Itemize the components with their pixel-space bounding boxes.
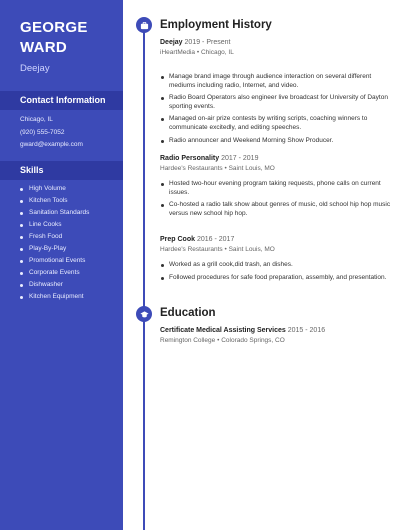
first-name: GEORGE [20, 19, 88, 36]
education-entry [160, 326, 392, 346]
job-company: Hardee's Restaurants [160, 246, 223, 253]
job-bullet: Worked as a grill cook,did trash, an dishes. [160, 261, 392, 270]
employment-heading: Employment History [160, 19, 272, 31]
last-name: WARD [20, 39, 68, 56]
contact-info [20, 114, 83, 152]
skill-item: Corporate Events [20, 267, 89, 279]
person-name [20, 18, 88, 58]
job-bullet: Followed procedures for safe food preparation, assembly, and presentation. [160, 274, 392, 283]
job-role: Deejay [160, 39, 183, 46]
job-entry [160, 38, 392, 149]
job-bullet: Co-hosted a radio talk show about genres of music, old school hip hop music versus new school hip hop. [160, 201, 392, 218]
skill-item: Kitchen Equipment [20, 291, 89, 303]
job-dates: 2019 - Present [184, 39, 231, 46]
job-title: Deejay [20, 63, 50, 74]
job-entry [160, 235, 392, 286]
skill-item: High Volume [20, 183, 89, 195]
contact-phone: (920) 555-7052 [20, 128, 65, 136]
job-bullet: Manage brand image through audience interaction on several different mediums including radio, Internet, and video. [160, 73, 392, 90]
job-bullet: Radio Board Operators also engineer live broadcast for University of Dayton sporting events. [160, 94, 392, 111]
skill-item: Sanitation Standards [20, 207, 89, 219]
contact-city: Chicago, IL [20, 116, 53, 123]
job-bullets [160, 261, 392, 282]
job-location: Chicago, IL [200, 49, 234, 56]
degree: Certificate Medical Assisting Services [160, 327, 286, 334]
job-bullets [160, 180, 392, 218]
job-role: Radio Personality [160, 155, 220, 162]
contact-email: gward@example.com [20, 141, 83, 148]
sidebar [0, 0, 123, 530]
skills-heading: Skills [0, 161, 123, 180]
skill-item: Dishwasher [20, 279, 89, 291]
job-location: Saint Louis, MO [228, 246, 275, 253]
education-heading: Education [160, 307, 216, 319]
job-dates: 2016 - 2017 [196, 236, 235, 243]
job-company: Hardee's Restaurants [160, 165, 223, 172]
school-location: Colorado Springs, CO [221, 337, 285, 344]
job-role: Prep Cook [160, 236, 196, 243]
skill-item: Promotional Events [20, 255, 89, 267]
job-bullet: Hosted two-hour evening program taking requests, phone calls on current issues. [160, 180, 392, 197]
job-bullets [160, 73, 392, 145]
separator: • [224, 165, 227, 172]
briefcase-icon [136, 17, 152, 33]
graduation-cap-icon [136, 306, 152, 322]
skill-item: Play-By-Play [20, 243, 89, 255]
skills-list [20, 183, 89, 303]
job-bullet: Managed on-air prize contests by writing scripts, coaching winners to communicate excitedly, and editing speeches. [160, 115, 392, 132]
skill-item: Kitchen Tools [20, 195, 89, 207]
job-bullet: Radio announcer and Weekend Morning Show Producer. [160, 137, 392, 146]
skill-item: Line Cooks [20, 219, 89, 231]
job-entry [160, 154, 392, 222]
job-company: iHeartMedia [160, 49, 196, 56]
separator: • [196, 49, 200, 56]
job-dates: 2017 - 2019 [221, 155, 259, 162]
education-dates: 2015 - 2016 [287, 327, 326, 334]
school-name: Remington College [160, 337, 216, 344]
skill-item: Fresh Food [20, 231, 89, 243]
contact-heading: Contact Information [0, 91, 123, 110]
separator: • [217, 337, 220, 344]
job-location: Saint Louis, MO [228, 165, 275, 172]
separator: • [224, 246, 227, 253]
timeline-line [143, 26, 145, 530]
